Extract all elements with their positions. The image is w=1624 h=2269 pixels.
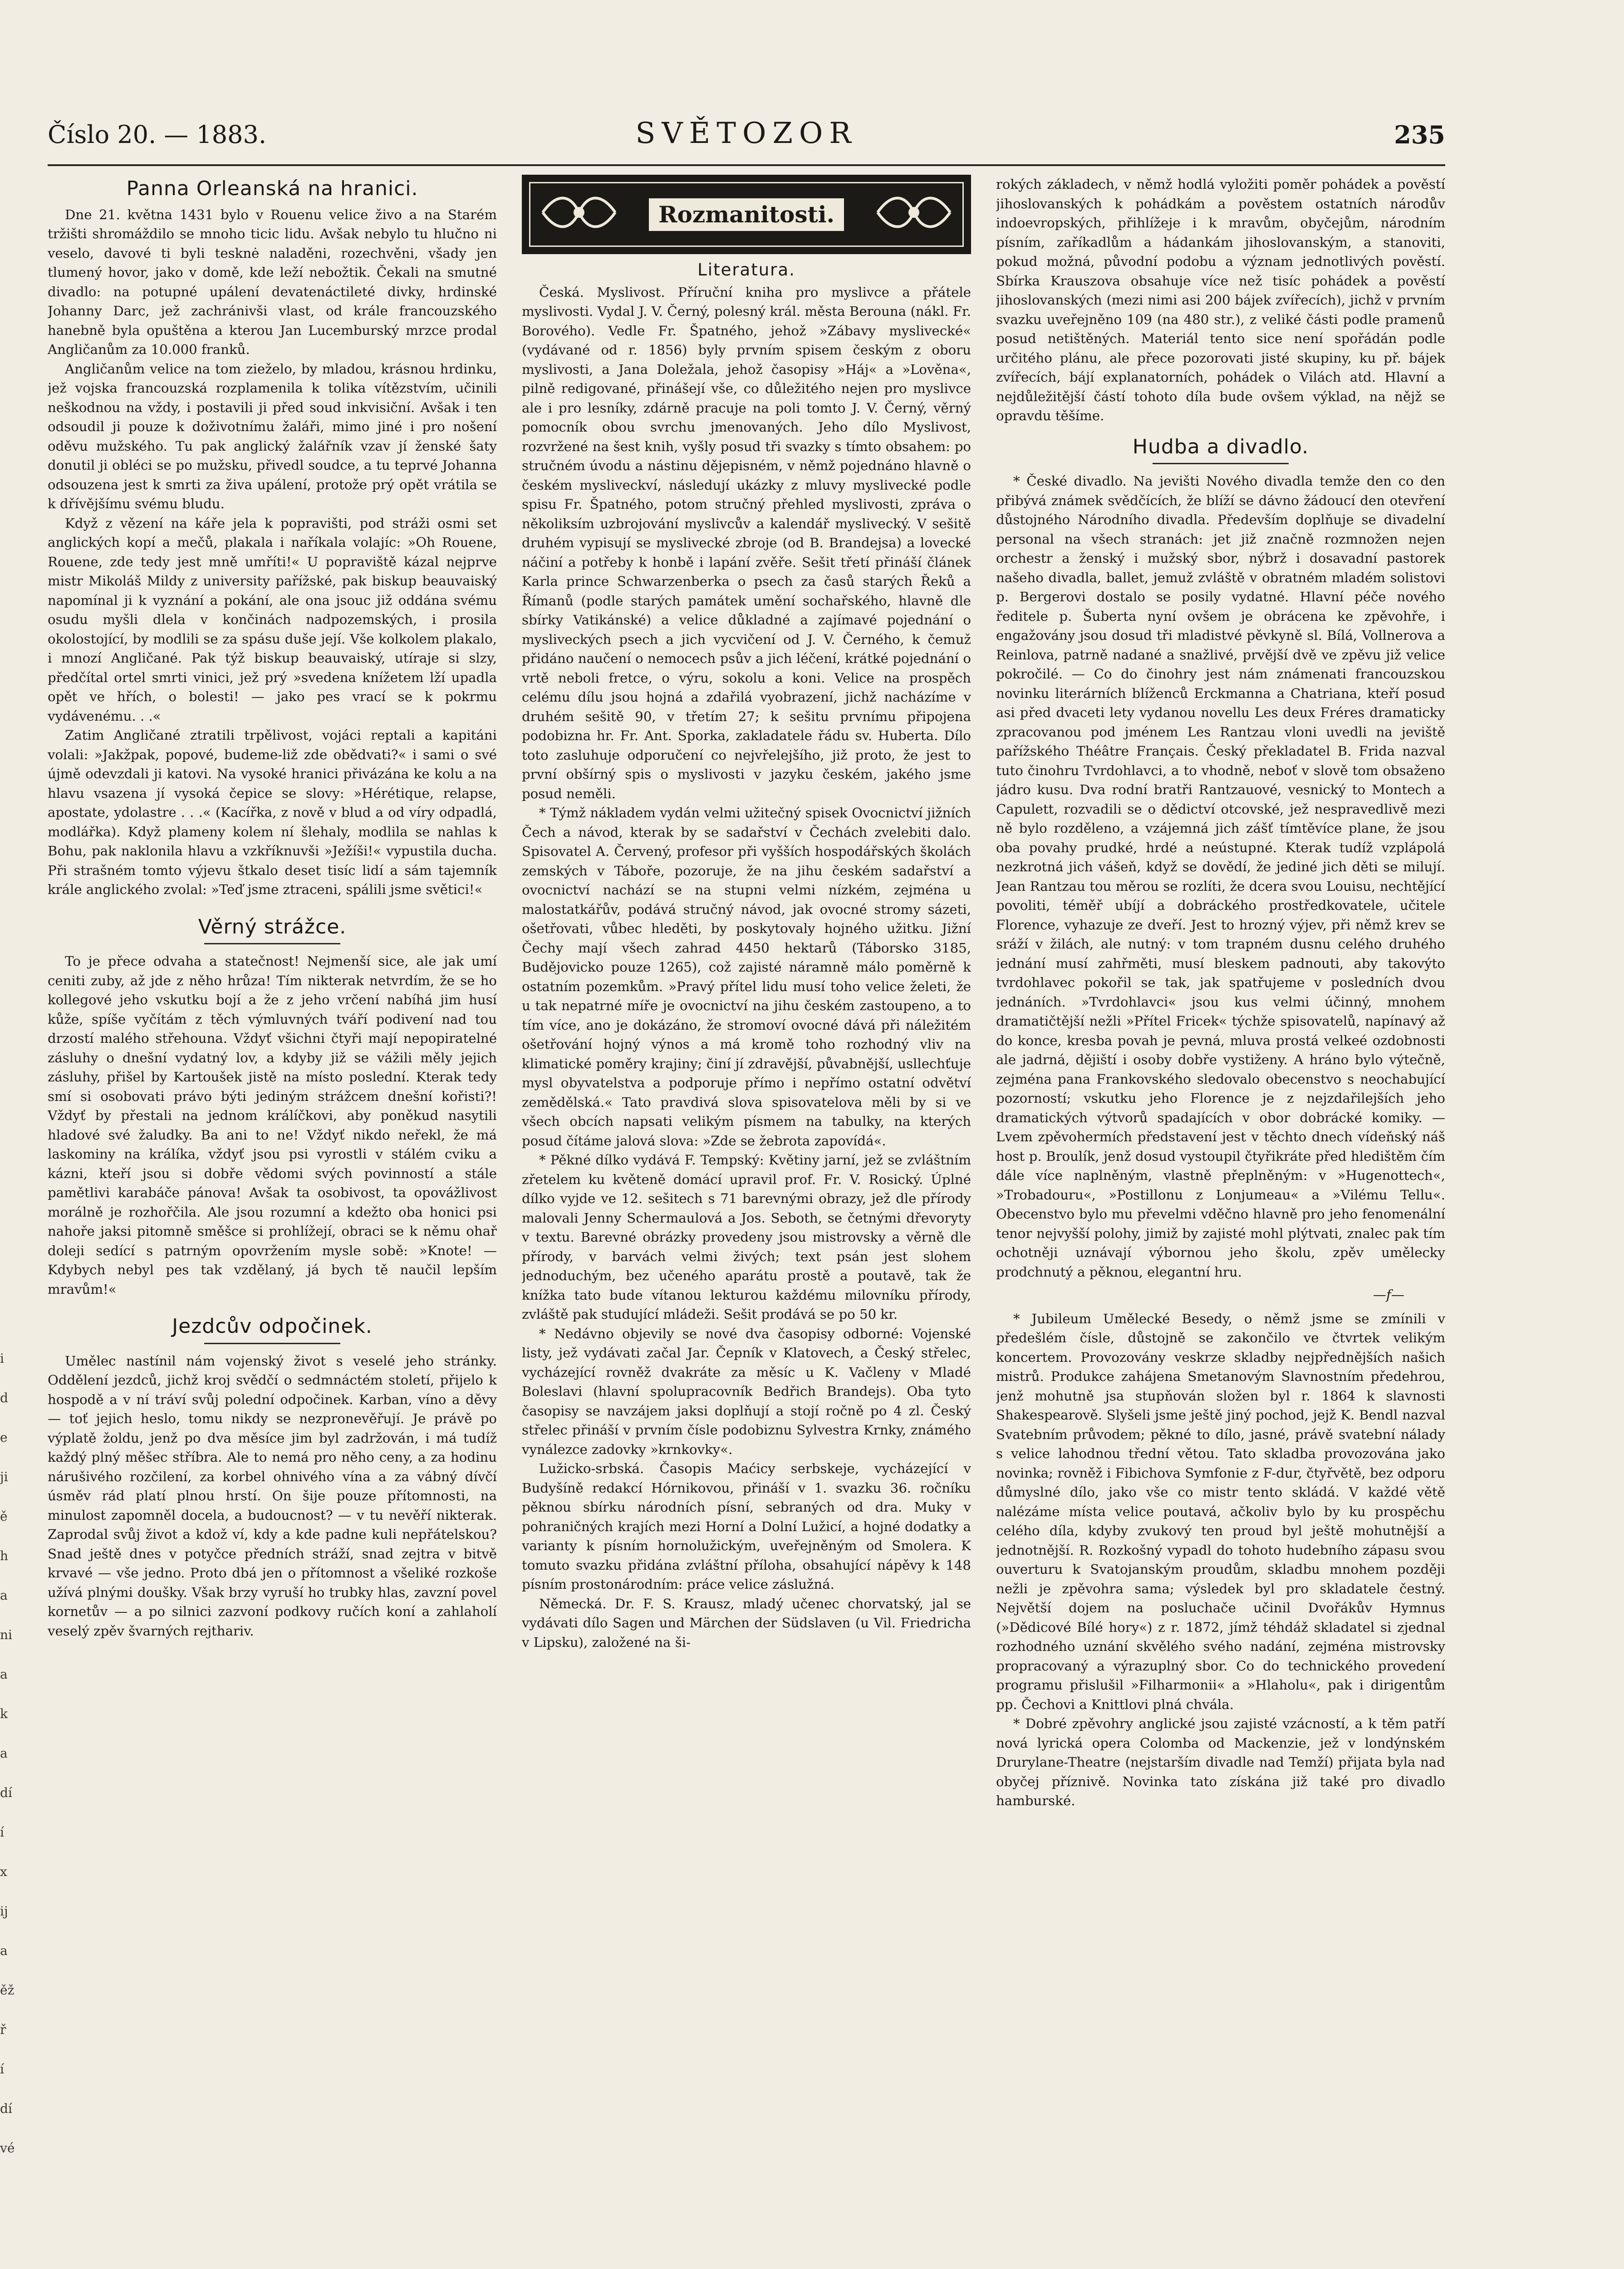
paragraph: * Jubileum Umělecké Besedy, o němž jsme se zmínili v předešlém čísle, důstojně se zakončilo ve čtvrtek velikým koncertem. Provozovány veskrze skladby nejpřednějších našich mistrů. Produkce zahájena Smetanovým Slavnostním předehrou, jenž mohutně jsa stupňován složen byl r. 1864 k slavnosti Shakespearově. Slyšeli jsme ještě jiný pochod, jejž K. Bendl nazval Svatebním průvodem; pěkné to dílo, jasné, právě svatební nálady s velice lahodnou třední větou. Tato skladba provozována jako novinka; rovněž i Fibichova Symfonie z F-dur, čtyřvětě, bez odporu důmyslné dílo, jako vše co mistr tento skládá. V každé větě nalézáme místa velice poutavá, ačkoliv bylo by ku prospěchu celého díla, kdyby zvukový ten proud byl ještě mohutnější a jednotnější. R. Rozkošný vypadl do tohoto hudebního zápasu svou ouverturu k Svatojanským proudům, skladbu mnohem později nežli je zpěvohra sama; výsledek byl pro skladatele čestný. Největší dojem na posluchače učinil Dvořákův Hymnus (»Dědicové Bílé hory«) z r. 1872, jímž téhdáž skladatel si zjednal rozhodného uznání skvělého svého nadání, zejména mistrovsky propracovaný a výrazuplný sbor. Co do technického provedení programu přislušil »Filharmonii« a »Hlaholu«, pak i dirigentům pp. Čechovi a Knittlovi plná chvála. bbox=[996, 1311, 1445, 1712]
title-rule bbox=[204, 1343, 340, 1344]
title-rule bbox=[1153, 463, 1289, 464]
paragraph: * Dobré zpěvohry anglické jsou zajisté vzácností, a k těm patří nová lyrická opera Colomba od Mackenzie, jež v londýnském Drurylane-Theatre (nejstarším divadle nad Temží) přijata byla nad obyčej příznivě. Novinka tato získána již také pro divadlo hamburské. bbox=[996, 1716, 1445, 1808]
paragraph: Angličanům velice na tom zieželo, by mladou, krásnou hrdinku, jež vojska francouzská rozplamenila k tolika vítězstvím, učinili neškodnou na vždy, i postavili ji před soud inkvisiční. Avšak i ten odsoudil ji pouze k doživotnímu žaláři, mimo jiné i pro nošení oděvu mužského. Tu pak anglický žalářník vzav jí ženské šaty donutil ji obléci se po mužsku, přivedl soudce, a tu teprvé Johanna odsouzena jest k smrti za živa upálení, protože prý opět vrátila se k dřívějšímu svému bludu. bbox=[48, 361, 497, 511]
ornament-left-icon bbox=[538, 191, 620, 234]
paragraph: To je přece odvaha a statečnost! Nejmenší sice, ale jak umí ceniti zuby, až jde z něho hrůza! Tím nikterak netvrdím, že se ho kollegové jeho vskutku bojí a že z jeho vrčení nabíhá jim husí kůže, spíše vyčítám z těch výmluvných tváří podivení nad tou drzostí malého střehouna. Vždyť všichni čtyři mají nepopiratelné zásluhy o dnešní vydatný lov, a kdyby již se vážili měly jejich zásluhy, přišel by Kartoušek jistě na místo poslední. Kterak tedy smí si osobovati právo býti jediným strážcem dnešní kořisti?! Vždyť by přestali na jednom králíčkovi, aby poněkud nasytili hladové své žaludky. Ba ani to ne! Vždyť nikdo neřekl, že má laskominy na králíka, vždyť jsou psi vyrostli v stálém cviku a kázni, kteří jsou si dobře vědomi svých povinností a stále pamětlivi karabáče pánova! Avšak ta osobivost, ta opovážlivost morálně je rozhořčila. Ale jsou rozumní a kdežto oba honici psi nahoře jaksi pitomně směšce si prohlížejí, obraci se k němu ohař doleji sedící s patrným opovržením mysle sobě: »Knote! — Kdybych nebyl pes tak vzdělaný, já bych tě naučil lepším mravům!« bbox=[48, 953, 497, 1297]
paragraph: Německá. Dr. F. S. Krausz, mladý učenec chorvatský, jal se vydávati dílo Sagen und Märchen der Südslaven (u Vil. Friedricha v Lipsku), založené na ši- bbox=[522, 1596, 971, 1650]
paragraph: * České divadlo. Na jevišti Nového divadla temže den co den přibývá známek svědčících, že blíží se dávno žádoucí den otevření důstojného Národního divadla. Především doplňuje se divadelní personal na všech stranách: jet již značně rozmnožen nejen orchestr a ženský i mužský sbor, nýbrž i dosavadní pastorek našeho divadla, ballet, jemuž zvláště v obratném mladém solistovi p. Bergerovi dostalo se posily vydatné. Hlavní péče nového ředitele p. Šuberta nyní ovšem je obrácena ke zpěvohře, i engažovány jsou dosud tři mladistvé pěvkyně sl. Bílá, Vollnerova a Reinlova, patrně nadané a snažlivé, prvější dvě ve zpěvu již velice pokročilé. — Co do činohry jest nám známenati francouzskou novinku literárních blíženců Erckmanna a Chatriana, kteří posud asi před dvaceti lety vydanou novellu Les deux Fréres dramaticky zpracovanou pod jménem Les Rantzau vloni uvedli na jeviště pařížského Théâtre Français. Český překladatel B. Frida nazval tuto činohru Tvrdohlavci, a to vhodně, neboť v slově tom obsaženo jádro kusu. Dva rodní bratři Rantzauové, vesnický to Montech a Capulett, rozvadili se o dědictví otcovské, jež nespravedlivě mezi ně bylo rozděleno, a vzájemná jich zášť tímtěvíce plane, že jsou oba povahy prudké, hrdé a neústupné. Kterak tudíž vzplápolá nezkrotná jich vášeň, když se dovědí, že jediné jich děti se milují. Jean Rantzau tou měrou se rozlíti, že dcera svou Louisu, nechtějící povoliti, téměř ubíjí a dobráckého prostředkovatele, učitele Florence, vyhazuje ze dveří. Jest to hrozný výjev, při němž krev se sráží v žilách, ale nutný: v tom trapném dusnu celého druhého jednání musí zahřměti, musí bleskem padnouti, aby takovýto tvrdohlavec pokořil se tak, jak spatřujeme v posledních dvou jednáních. »Tvrdohlavci« jsou kus velmi účinný, mnohem dramatičtější nežli »Přítel Fricek« týchže spisovatelů, napínavý až do konce, kresba povah je pevná, mluva prostá velkeé ozdobnosti ale jadrná, dějiští i osoby dobře vystiženy. A hráno bylo výtečně, zejména pana Frankovského sledovalo obecenstvo s neochabující pozorností; vskutku jeho Florence je z nejzdařilejších jeho dramatických výtvorů spadajících v obor dobrácké komiky. — Lvem zpěvohermích představení jest v těchto dnech vídeňský náš host p. Broulík, jenž dosud vystoupil čtyřikráte před hledištěm čím dále více naplněným, vlastně přeplněným: v »Hugenottech«, »Trobadouru«, »Postillonu z Lonjumeau« a »Vilému Tellu«. Obecenstvo bylo mu převelmi vděčno hlavně pro jeho fenomenální tenor nejvyšší polohy, jimiž by zajisté mohl plýtvati, znalec pak tím ochotněji uznávají výbornou jeho školu, zpěv umělecky prodchnutý a pěknou, elegantní hru. bbox=[996, 473, 1445, 1280]
paragraph: Lužicko-srbská. Časopis Maćicy serbskeje, vycházející v Budyšíně redakcí Hórnikovou, přináší v 1. svazku 36. ročníku pěknou sbírku národních písní, sebraných od dra. Muky v pohraničných krajích mezi Horní a Dolní Lužicí, a hojné dodatky a varianty k písním hornolužickým, uveřejněným od Smolera. K tomuto svazku přidána zvláštní příloha, obsahující nápěvy k 148 písním prostonárodním: práce velice záslužná. bbox=[522, 1461, 971, 1592]
paragraph: * Nedávno objevily se nové dva časopisy odborné: Vojenské listy, jež vydávati začal Jar. Čepník v Klatovech, a Český střelec, vycházející rovněž dvakráte za měsíc u K. Vačleny v Mladé Boleslavi (hlavní spolupracovník Bedřich Brandejs). Oba tyto časopisy se navzájem jaksi doplňují a stojí ročně po 4 zl. Český střelec přináší v prvním čísle podobiznu Sylvestra Krnky, známého vynálezce zadovky »krnkovky«. bbox=[522, 1326, 971, 1457]
page-header bbox=[48, 117, 1445, 157]
column-2 bbox=[522, 175, 971, 2230]
paragraph: Dne 21. května 1431 bylo v Rouenu velice živo a na Starém tržišti shromáždilo se mnoho ticic lidu. Avšak nebylo tu hlučno ni veselo, davové ti byli tesknė naladěni, rozechvěni, všady jen tlumený hovor, jako v domě, kde leží nebožtik. Čekali na smutné divadlo: na potupné upálení devatenáctileté divky, hrdinské Johanny Darc, jež zachránivši vlast, od krále francouzského hanebně byla opuštěna a kterou Jan Lucemburský mrzce prodal Angličanům za 10.000 franků. bbox=[48, 206, 497, 357]
column-1 bbox=[48, 175, 497, 2230]
rozmanitosti-banner bbox=[522, 175, 971, 254]
paragraph: Když z vězení na káře jela k popravišti, pod stráži osmi set anglických kopí a mečů, plakala i naříkala volajíc: »Oh Rouene, Rouene, zde tedy jest mně umříti!« U popraviště kázal nejprve mistr Mikoláš Mildy z university pařížské, pak biskup beauvaiský napomínal ji k vyznání a pokání, ale ona jsouc již oddána svému osudu myšli dlela v končinách nadpozemských, i prosila okolostojící, by modlili se za spásu duše její. Vše kolkolem plakalo, i mnozí Angličané. Pak týž biskup beauvaiský, utíraje si slzy, předčítal ortel smrti vinici, jež prý »svedena knížetem lží upadla opět ve hřích, o bolesti! — jako pes vrací se k pokrmu vydávenému. . .« bbox=[48, 515, 497, 724]
paragraph: rokých základech, v němž hodlá vyložiti poměr pohádek a pověstí jihoslovanských k pohádkám a pověstem ostatních národův indoevropských, přihlížeje i k mravům, obyčejům, národním písním, zaříkadlům a hádankám jihoslovanským, a stanoviti, pokud možná, původní podobu a význam jednotlivých pověstí. Sbírka Krauszova obsahuje více než tisíc pohádek a pověstí jihoslovanských (mezi nimi asi 200 bájek zvířecích), jichž v prvním svazku uveřejněno 109 (na 480 str.), z veliké části podle pramenů posud netištěných. Materiál tento sice není spořádán podle určitého plánu, ale přece pozorovati jisté skupiny, ku př. bájek zvířecích, bájí explanatorních, pohádek o Vilách atd. Hlavní a nejdůležitější částí tohoto díla bude ovšem výklad, na nějž se opravdu těšíme. bbox=[996, 177, 1445, 423]
title-rule bbox=[204, 943, 340, 944]
signature: —f— bbox=[1373, 1287, 1404, 1302]
banner-label: Rozmanitosti. bbox=[647, 196, 846, 233]
paragraph: Zatim Angličané ztratili trpělivost, vojáci reptali a kapitáni volali: »Jakžpak, popové, budeme-liž zde obědvati?« i sami o své újmě odevzdali ji katovi. Na vysoké hranici přivázána ke kolu a na hlavu vsazena jí vysoká čepice se slovy: »Hérétique, relapse, apostate, ydolastre . . .« (Kacířka, z nově v blud a od víry odpadlá, modlářka). Když plameny kolem ní šlehaly, modlila se nahlas k Bohu, pak naklonila hlavu a vzkříknuvši »Ježíši!« vypustila ducha. Při strašném tomto výjevu štkalo deset tisíc lidí a sám tajemník krále anglického zvolal: »Teď jsme ztraceni, spálili jsme světici!« bbox=[48, 727, 497, 897]
page-number: 235 bbox=[1394, 120, 1445, 149]
paragraph: Česká. Myslivost. Příruční kniha pro myslivce a přátele myslivosti. Vydal J. V. Černý, polesný král. města Berouna (nákl. Fr. Borového). Vedle Fr. Špatného, jehož »Zábavy myslivecké« (vydávané od r. 1856) byly prvním spisem českým z oboru myslivosti, a Jana Doležala, jehož časopisy »Háj« a »Lověna«, pilně redigované, přinášejí vše, co důležitého nejen pro myslivce ale i pro lesníky, zdárně pracuje na poli tomto J. V. Černý, věrný pomocník obou svrchu jmenovaných. Jeho dílo Myslivost, rozvržené na šest knih, vyšly posud tři svazky s tímto obsahem: po stručném úvodu a nástinu dějepisném, v němž pojednáno hlavně o českém mysliveckví, následují ukázky z mluvy myslivecké podle spisu Fr. Špatného, potom stručný přehled myslivosti, zpráva o několiksím uzbrojování myslivcův a kalendář myslivecký. V sešitě druhém vypisují se myslivecké zbroje (od B. Brandejsa) a lovecké náčiní a potřeby k honbě i lapání zvěře. Sešit třetí přináší článek Karla prince Schwarzenberka o psech za časů starých Řeků a Římanů (podle starých památek umění sochařského, hlavně dle sbírky Vatikánské) a velice důkladné a zajímavé pojednání o mysliveckých psech a jich vycvičení od J. V. Černého, k čemuž přidáno naučení o nemocech psův a jich léčení, krátké pojednání o vrtě neboli fretce, o výru, sokolu a koni. Velice na prospěch celému dílu jsou hojná a zdařilá vyobrazení, jichž nacházíme v druhém sešitě 90, v třetím 27; k sešitu prvnímu připojena podobizna hr. Fr. Ant. Sporka, zakladatele řádu sv. Huberta. Dílo toto zasluhuje odporučení co nejvřelejšího, již proto, že jest to první obšírný spis o myslivosti v jazyku českém, jakého jsme posud neměli. bbox=[522, 284, 971, 801]
section-title-verny: Věrný strážce. bbox=[198, 915, 347, 938]
header-rule bbox=[48, 164, 1445, 166]
journal-title: SVĚTOZOR bbox=[635, 117, 858, 150]
paragraph: * Pěkné dílko vydává F. Tempský: Květiny jarní, jež se zvláštním zřetelem ku květeně domácí upravil prof. Fr. V. Rosický. Úplné dílko vyjde ve 12. sešitech s 71 barevnými obrazy, jež dle přírody malovali Jenny Schermaulová a Jos. Seboth, se četnými dřevoryty v textu. Barevné obrázky provedeny jsou mistrovsky a věrně dle přírody, v barvách velmi živých; text psán jest slohem jednoduchým, bez učeného aparátu prostě a poutavě, tak že knížka tato bude vítanou lekturou každému milovníku přírody, zvláště pak studující mládeži. Sešit prodává se po 50 kr. bbox=[522, 1152, 971, 1322]
paragraph: * Týmž nákladem vydán velmi užitečný spisek Ovocnictví jižních Čech a návod, kterak by se sadařství v Čechách zvelebiti dalo. Spisovatel A. Červený, profesor při vyšších hospodářských školách zemských v Táboře, pozoruje, že na jihu českém sadařství a ovocnictví nachází se na stupni velmi nízkém, zejména u malostatkářův, podává stručný návod, jak ovocné stromy sázeti, ošetřovati, vůbec hleděti, by poskytovaly hojného užitku. Jižní Čechy mají všech zahrad 4450 hektarů (Táborsko 3185, Budějovicko pouze 1265), což zajisté náramně málo poměrně k ostatním pozemkům. »Pravý přítel lidu musí toho velice želeti, že u tak nepatrné míře je ovocnictví na jihu českém zastoupeno, a to tím více, ano je dokázáno, že stromoví ovocné dává při náležitém ošetřování hojný výnos a má kromě toho rozhodný vliv na klimatické poměry krajiny; činí jí zdravější, půvabnější, usllechťuje mysl obyvatelstva a podporuje přímo i nepřímo ostatní odvětví zemědělská.« Tato pravdivá slova spisovatelova měli by si ve všech obcích napsati velikým písmem na tabulky, na kterých posud čítáme jalová slova: »Zde se žebrota zapovídá«. bbox=[522, 805, 971, 1149]
column-3 bbox=[996, 175, 1445, 2230]
gutter-fragments: i d e ji ě h a ni a k a dí í x ij a ěž ř í dí vé bbox=[0, 1351, 15, 2156]
ornament-right-icon bbox=[873, 191, 955, 234]
section-title-jezdcuv: Jezdcův odpočinek. bbox=[172, 1315, 373, 1338]
section-title-hudba: Hudba a divadlo. bbox=[1132, 435, 1309, 458]
paragraph: Umělec nastínil nám vojenský život s veselé jeho stránky. Oddělení jezdců, jichž kroj svědčí o sedmnáctém století, přijelo k hospodě a v ní tráví svůj polední odpočinek. Karban, víno a děvy — toť jejich heslo, tomu nikdy se nezpronevěřují. Je právě po výplatě žoldu, jenž po dva měsíce jim byl zadržován, i má tudíž každý plný měšec stříbra. Ale to nemá pro něho ceny, a za hodinu nárušivého rozčilení, za korbel ohnivého vína a za vábný dívčí úsměv rád platí plnou hrstí. On šije pouze přítomnosti, na minulost zapomněl docela, a budoucnost? — v tu nevěří nikterak. Zaprodal svůj život a kdož ví, kdy a kde padne kuli nepřátelskou? Snad ještě dnes v potyčce předních stráží, snad zejtra v bitvě krvavé — vše jedno. Proto dbá jen o přítomnost a všeliké rozkoše užívá plnými doušky. Však brzy vyruší ho trubky hlas, zavzní povel kornetův — a po silnici zazvoní podkovy ručích koní a zahlaholí veselý zpěv švarných rejthariv. bbox=[48, 1353, 497, 1639]
issue-label: Číslo 20. — 1883. bbox=[48, 120, 267, 149]
section-title-literatura: Literatura. bbox=[697, 260, 795, 280]
section-title-panna: Panna Orleanská na hranici. bbox=[126, 177, 418, 200]
